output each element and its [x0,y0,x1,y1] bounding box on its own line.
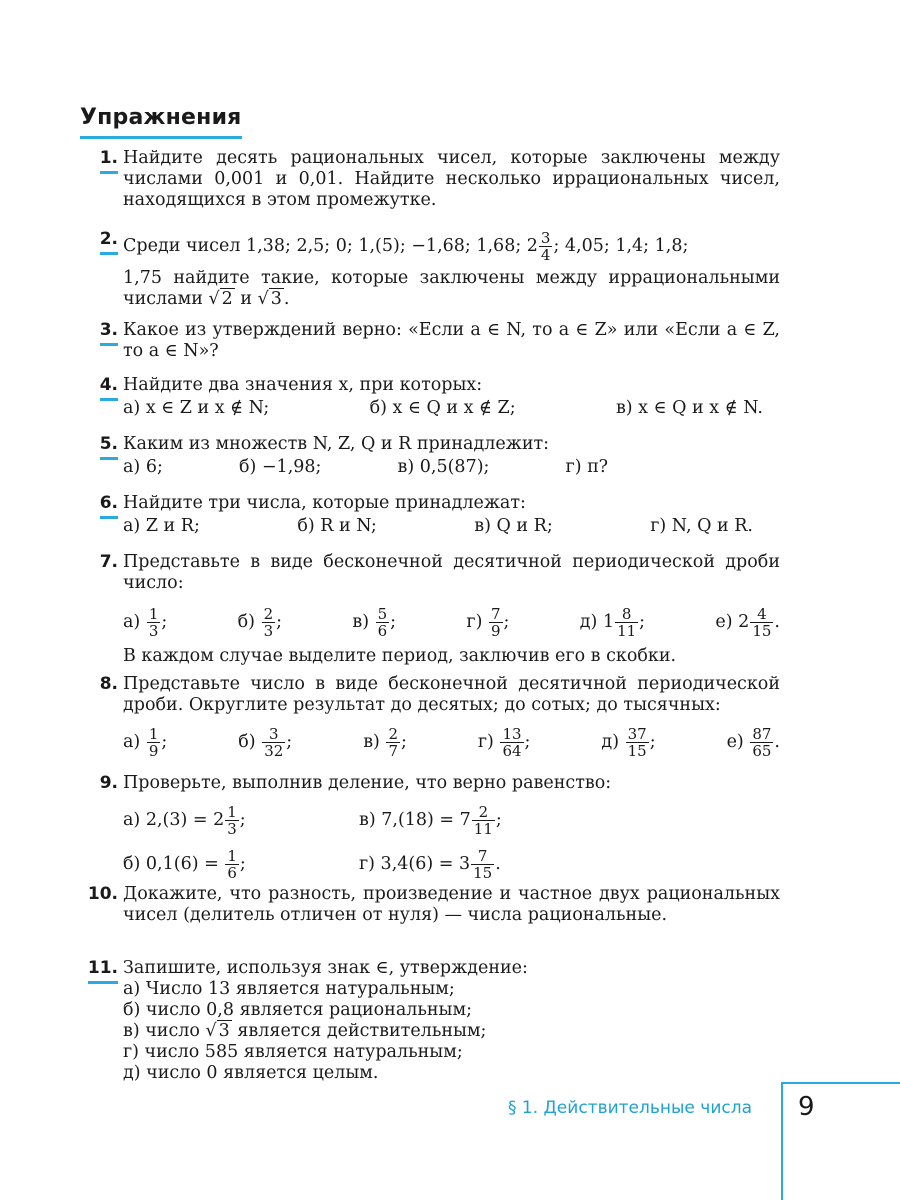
fraction: $\frac{13}{64}$ [502,724,522,760]
exercise-text: Проверьте, выполнив деление, что верно равенство: [123,773,612,793]
option-2: в) $\frac{2}{7}$ ; [363,724,407,760]
option-1: б) $\frac{2}{3}$ ; [237,604,283,640]
exercise-3 [80,320,780,362]
fraction-options-row [123,722,780,762]
page-number: 9 [798,1092,815,1122]
statement-b: б) число 0,8 является рациональным; [123,1000,472,1020]
equality-row [123,844,780,884]
exercise-text: Запишите, используя знак ∈, утверждение: [123,958,528,978]
options-row [123,457,608,478]
exercise-number: 4. [80,375,118,401]
option-b: б) −1,98; [238,457,322,477]
exercise-text: Представьте в виде бесконечной десятичной периодической дроби число: [123,552,780,593]
option-d: г) N, Q и R. [650,516,753,536]
exercise-9 [80,773,780,884]
exercise-5 [80,434,780,478]
exercise-text: Найдите два значения x, при которых: [123,375,483,395]
option-b: б) R и N; [297,516,377,536]
section-heading: Упражнения [80,104,242,139]
exercise-text: Найдите десять рациональных чисел, которые заключены между числами 0,001 и 0,01. Найдите несколько иррациональных чисел, находящихся в этом промежутке. [123,148,780,210]
option-4: д) 1 $\frac{8}{11}$ ; [579,604,646,640]
fraction: $\frac{1}{9}$ [148,724,159,760]
equality-d: г) 3,4(6) = 3 $\frac{7}{15}$ . [359,846,501,882]
statement-e: д) число 0 является целым. [123,1063,379,1083]
option-c: в) 0,5(87); [397,457,490,477]
statement-c: в) число √ 3 является действительным; [123,1021,487,1041]
exercise-10 [80,884,780,926]
option-0: а) $\frac{1}{9}$ ; [123,724,168,760]
options-row [123,516,753,537]
fraction: $\frac{1}{3}$ [148,604,159,640]
fraction: $\frac{3}{32}$ [264,724,284,760]
option-3: г) $\frac{13}{64}$ ; [477,724,531,760]
exercise-text: Среди чисел 1,38; 2,5; 0; 1,(5); −1,68; 1,68; 2 $\frac{3}{4}$ ; 4,05; 1,4; 1,8; 1,75 найдите такие, которые заключены между иррациональными числами √ 2 и √ 3 . [123,228,780,309]
exercise-11 [80,958,780,1084]
exercise-number: 2. [80,229,118,255]
exercise-6 [80,493,780,537]
exercise-text: Представьте число в виде бесконечной десятичной периодической дроби. Округлите результат до десятых; до сотых; до тысячных: [123,674,780,715]
exercise-text: Какое из утверждений верно: «Если a ∈ N, то a ∈ Z» или «Если a ∈ Z, то a ∈ N»? [123,320,780,361]
option-4: д) $\frac{37}{15}$ ; [601,724,656,760]
exercise-7 [80,552,780,667]
exercise-number: 8. [99,674,118,694]
fraction: $\frac{4}{15}$ [752,604,772,640]
option-b: б) x ∈ Q и x ∉ Z; [369,398,516,418]
exercise-number: 7. [99,552,118,572]
options-row [123,398,763,419]
equality-row [123,800,780,840]
sqrt: √ 2 [208,289,233,309]
option-c: в) x ∈ Q и x ∉ N. [615,398,763,418]
exercise-text: Каким из множеств N, Z, Q и R принадлежит: [123,434,550,454]
statement-d: г) число 585 является натуральным; [123,1042,463,1062]
fraction: $\frac{87}{65}$ [752,724,772,760]
option-d: г) π? [565,457,608,477]
exercise-1 [80,148,780,211]
fraction: $\frac{7}{9}$ [490,604,501,640]
statement-a: а) Число 13 является натуральным; [123,979,455,999]
sqrt: √ 3 [257,289,282,309]
fraction: $\frac{3}{4}$ [540,228,551,264]
option-0: а) $\frac{1}{3}$ ; [123,604,168,640]
fraction: $\frac{2}{7}$ [388,724,398,760]
sqrt: √ 3 [205,1021,230,1041]
exercise-4 [80,375,780,419]
option-3: г) $\frac{7}{9}$ ; [466,604,510,640]
exercise-number: 11. [80,958,118,984]
exercise-number: 3. [80,320,118,346]
option-2: в) $\frac{5}{6}$ ; [352,604,397,640]
footer-divider [781,1082,783,1200]
exercise-number: 9. [99,773,118,793]
exercise-8 [80,674,780,762]
exercise-note: В каждом случае выделите период, заключив его в скобки. [123,646,677,666]
equality-b: б) 0,1(6) = $\frac{1}{6}$ ; [123,846,246,882]
exercise-2 [80,226,780,310]
equality-a: а) 2,(3) = 2 $\frac{1}{3}$ ; [123,802,246,838]
fraction: $\frac{2}{3}$ [263,604,274,640]
option-5: е) $\frac{87}{65}$ . [726,724,780,760]
fraction-options-row [123,602,780,642]
option-a: а) 6; [123,457,163,477]
exercise-text: Найдите три числа, которые принадлежат: [123,493,526,513]
option-c: в) Q и R; [474,516,553,536]
option-5: е) 2 $\frac{4}{15}$ . [715,604,780,640]
exercise-number: 6. [80,493,118,519]
section-title: § 1. Действительные числа [508,1098,753,1118]
fraction: $\frac{37}{15}$ [627,724,647,760]
option-a: а) Z и R; [123,516,200,536]
footer-divider [781,1082,900,1084]
exercise-number: 5. [80,434,118,460]
fraction: $\frac{5}{6}$ [377,604,388,640]
fraction: $\frac{8}{11}$ [617,604,637,640]
option-a: а) x ∈ Z и x ∉ N; [123,398,270,418]
option-1: б) $\frac{3}{32}$ ; [238,724,293,760]
equality-c: в) 7,(18) = 7 $\frac{2}{11}$ ; [359,802,502,838]
exercise-text-line2: 1,75 найдите такие, которые заключены между иррациональными числами √ 2 и √ 3 . [123,268,780,309]
exercise-number: 10. [87,884,118,904]
exercise-text: Докажите, что разность, произведение и частное двух рациональных чисел (делитель отличен от нуля) — числа рациональные. [123,884,780,925]
exercise-number: 1. [80,148,118,174]
